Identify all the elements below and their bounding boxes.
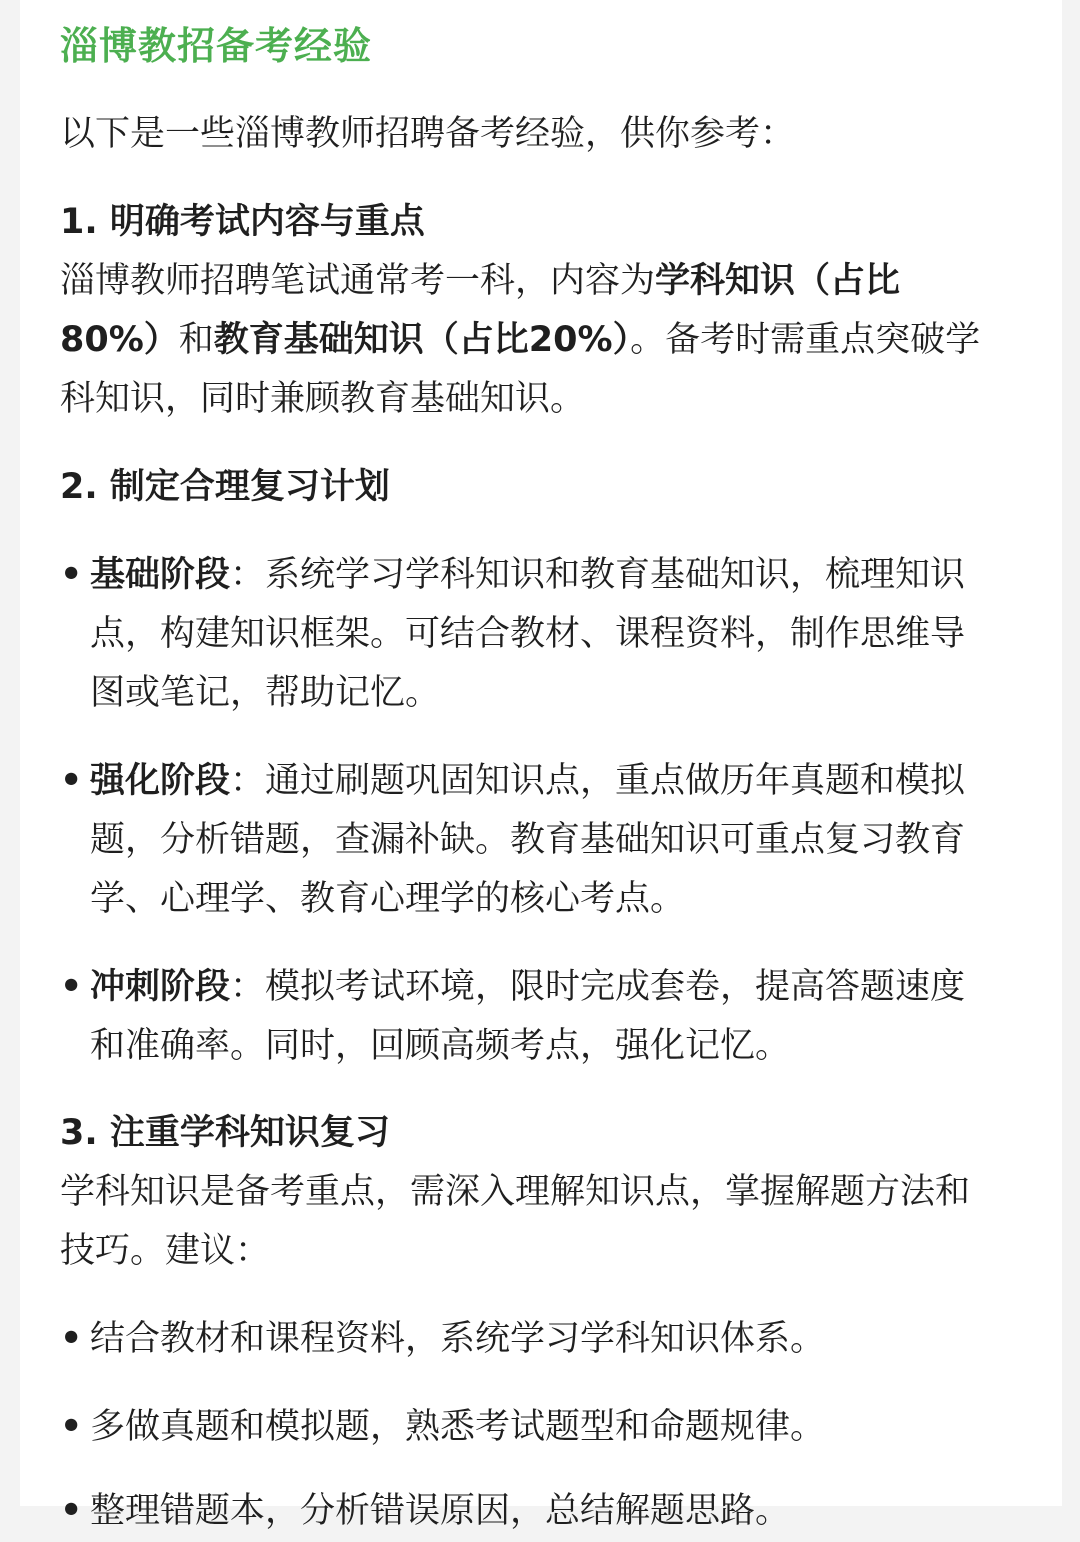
subject-bullet-cutoff: [60, 1482, 1050, 1542]
article-title: 淄博教招备考经验: [60, 24, 373, 68]
bullet-line-2: 点，构建知识框架。可结合教材、课程资料，制作思维导: [90, 614, 966, 654]
plan-bullet-sprint: [60, 958, 1050, 1078]
section-3-heading: 3. 注重学科知识复习: [60, 1113, 390, 1153]
plan-bullet-basic: [60, 546, 1050, 726]
bullet-line-1: 强化阶段：通过刷题巩固知识点，重点做历年真题和模拟: [90, 761, 966, 801]
section-1-line-3: 科知识，同时兼顾教育基础知识。: [60, 379, 586, 419]
bullet-line-1: 多做真题和模拟题，熟悉考试题型和命题规律。: [90, 1407, 826, 1447]
article-card: [20, 0, 1062, 1531]
section-1-paragraph: [60, 252, 1040, 429]
bullet-line-1: 冲刺阶段：模拟考试环境，限时完成套卷，提高答题速度: [90, 967, 966, 1007]
bullet-dot: •: [60, 967, 83, 1007]
bullet-dot: •: [60, 761, 83, 801]
bullet-dot: •: [60, 1491, 83, 1531]
bullet-line-1: 整理错题本，分析错误原因，总结解题思路。: [90, 1491, 791, 1531]
plan-bullet-intensive: [60, 752, 1050, 932]
bullet-line-3: 学、心理学、教育心理学的核心考点。: [90, 879, 686, 919]
bullet-line-2: 和准确率。同时，回顾高频考点，强化记忆。: [90, 1026, 791, 1066]
intro-text: 以下是一些淄博教师招聘备考经验，供你参考：: [60, 114, 796, 154]
bullet-dot: •: [60, 1319, 83, 1359]
section-1-heading: 1. 明确考试内容与重点: [60, 202, 425, 242]
bullet-dot: •: [60, 1407, 83, 1447]
bullet-dot: •: [60, 555, 83, 595]
bullet-line-1: 结合教材和课程资料，系统学习学科知识体系。: [90, 1319, 826, 1359]
section-3-line-2: 技巧。建议：: [60, 1231, 271, 1271]
section-2-heading: 2. 制定合理复习计划: [60, 467, 390, 507]
bullet-line-2: 题，分析错题，查漏补缺。教育基础知识可重点复习教育: [90, 820, 966, 860]
bullet-line-1: 基础阶段：系统学习学科知识和教育基础知识，梳理知识: [90, 555, 966, 595]
section-3-paragraph: [60, 1163, 1040, 1281]
subject-bullet-textbooks: [60, 1310, 1050, 1370]
section-1-line-1: 淄博教师招聘笔试通常考一科，内容为学科知识（占比: [60, 261, 901, 301]
bullet-line-3: 图或笔记，帮助记忆。: [90, 673, 441, 713]
subject-bullet-practice: [60, 1398, 1050, 1458]
section-1-line-2: 80%）和教育基础知识（占比20%）。备考时需重点突破学: [60, 320, 981, 360]
section-3-line-1: 学科知识是备考重点，需深入理解知识点，掌握解题方法和: [60, 1172, 971, 1212]
